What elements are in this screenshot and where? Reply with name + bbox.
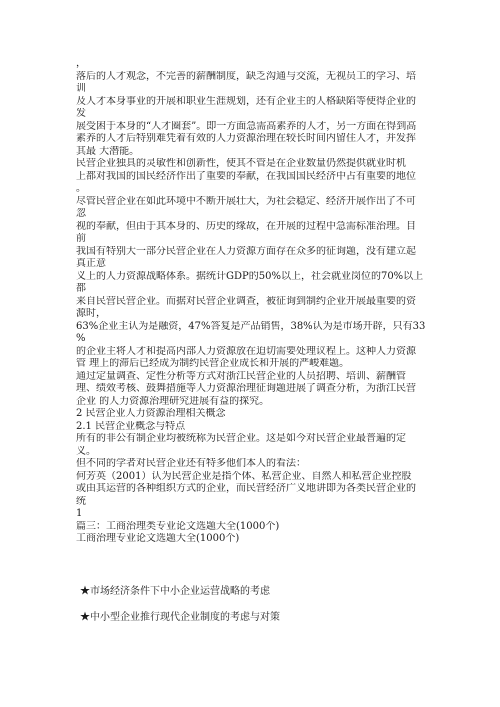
text-line: 义上的人力资源战略体系。据统计GDP的50%以上，社会就业岗位的70%以上: [76, 270, 424, 282]
text-line: 管 理上的滞后已经成为制约民营企业成长和开展的严峻难题。: [76, 358, 350, 369]
topic-item: ★市场经济条件下中小企业运营战略的考虑: [80, 586, 270, 597]
text-line: 2.1 民营企业概念与特点: [76, 420, 186, 432]
text-line: ，: [76, 58, 86, 69]
text-line: 都: [76, 283, 86, 294]
text-line: 上都对我国的国民经济作出了重要的奉献，在我国国民经济中占有重要的地位: [76, 170, 416, 182]
text-line: 。: [76, 183, 86, 194]
text-line: 所有的非公有制企业均被统称为民营企业。这是如今对民营企业最普遍的定: [76, 433, 406, 444]
text-line: 真正意: [76, 258, 106, 269]
text-line: 前: [76, 233, 86, 244]
text-line: 何芳英（2001）认为民营企业是指个体、私营企业、自然人和私营企业控股: [76, 470, 412, 482]
text-line: 的企业主将人才和提高内部人力资源放在迫切需要处理议程上。这种人力资源: [76, 345, 416, 357]
text-line: 理、绩效考核、鼓舞措施等人力资源治理征询题进展了调查分析，为浙江民营: [76, 383, 416, 394]
text-line: 其最 大潜能。: [76, 145, 140, 157]
text-line: 源时，: [76, 308, 106, 319]
text-line: 63%企业主认为是融资，47%答复是产品销售，38%认为是市场开辟，只有33: [76, 320, 426, 332]
text-line: 民营企业独具的灵敏性和创新性，使其不管是在企业数量仍然提供就业时机: [76, 158, 406, 169]
text-line: 1: [76, 508, 83, 519]
topic-item: ★中小型企业推行现代企业制度的考虑与对策: [80, 612, 280, 623]
text-line: 发: [76, 108, 86, 119]
text-line: 忽: [76, 208, 86, 219]
text-line: 或由其运营的各种组织方式的企业，而民营经济广义地讲即为各类民营企业的: [76, 483, 416, 494]
text-line: 通过定量调查、定性分析等方式对浙江民营企业的人员招聘、培训、薪酬管: [76, 370, 406, 382]
text-line: 但不同的学者对民营企业还有特多他们本人的看法：: [76, 458, 306, 469]
text-line: 尽管民营企业在如此环境中不断开展壮大，为社会稳定、经济开展作出了不可: [76, 195, 416, 207]
text-line: 落后的人才观念，不完善的薪酬制度，缺乏沟通与交流，无视员工的学习、培: [76, 70, 416, 82]
text-line: 我国有特别大一部分民营企业在人力资源方面存在众多的征询题，没有建立起: [76, 245, 416, 257]
text-line: 训: [76, 83, 86, 94]
text-line: 视的奉献，但由于其本身的、历史的缘故，在开展的过程中急需标准治理。目: [76, 220, 416, 232]
text-line: 展受困于本身的“人才圈套”。即一方面急需高素养的人才，另一方面在得到高: [76, 120, 417, 132]
text-line: 义。: [76, 445, 96, 457]
text-line: 统: [76, 495, 86, 507]
text-line: %: [76, 333, 86, 344]
text-line: 来自民营民营企业。而据对民营企业调查，被征询到制约企业开展最重要的资: [76, 295, 416, 307]
text-line: 工商治理专业论文选题大全(1000个): [76, 533, 240, 544]
document-body: [76, 58, 438, 546]
text-line: 企业 的人力资源治理研究进展有益的探究。: [76, 395, 270, 407]
text-line: 及人才本身事业的开展和职业生涯规划，还有企业主的人格缺陷等使得企业的: [76, 95, 416, 107]
text-line: 篇三：工商治理类专业论文选题大全(1000个): [76, 520, 280, 532]
text-line: 2 民营企业人力资源治理相关概念: [76, 408, 226, 419]
text-line: 素养的人才后特别难凭着有效的人力资源治理在较长时间内留住人才，并发挥: [76, 133, 416, 144]
